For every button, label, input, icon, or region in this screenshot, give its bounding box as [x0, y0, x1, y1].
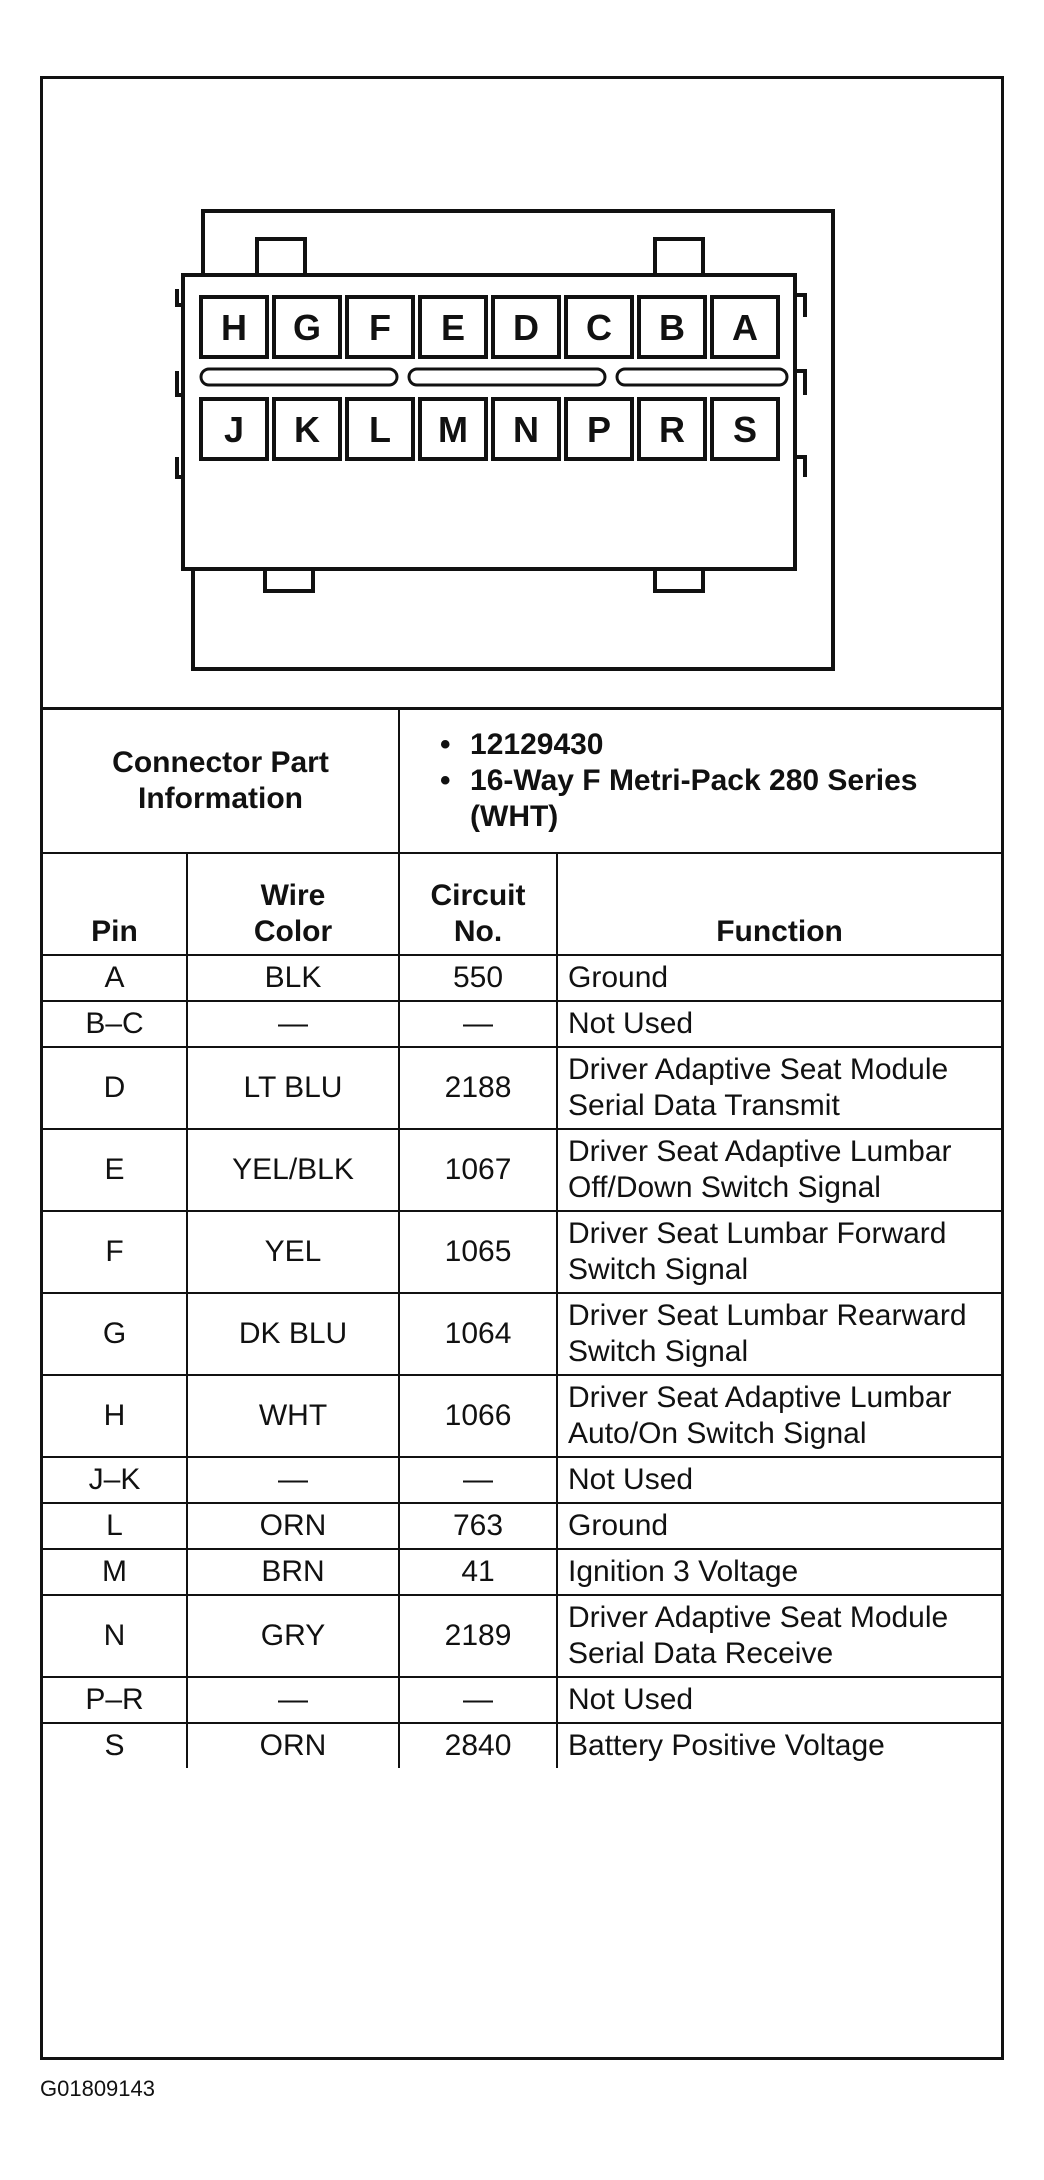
- pin-cavity-label: F: [369, 307, 391, 348]
- cell-function: Driver Seat Lumbar Forward Switch Signal: [557, 1211, 1001, 1293]
- cell-wire-color: ORN: [187, 1723, 399, 1768]
- table-row: [43, 955, 1001, 1001]
- table-row: [43, 1677, 1001, 1723]
- figure-id: G01809143: [40, 2076, 155, 2101]
- cell-pin: S: [43, 1723, 187, 1768]
- cell-circuit: —: [399, 1457, 557, 1503]
- header-pin: Pin: [43, 853, 187, 955]
- pin-cavity-label: S: [732, 409, 758, 450]
- cell-wire-color: YEL: [187, 1211, 399, 1293]
- table-row: [43, 1723, 1001, 1768]
- cell-wire-color: —: [187, 1677, 399, 1723]
- header-wire-color: Wire Color: [187, 853, 399, 955]
- cell-wire-color: —: [187, 1457, 399, 1503]
- cell-pin: J–K: [43, 1457, 187, 1503]
- cell-circuit: 2188: [399, 1047, 557, 1129]
- pin-cavity-label: N: [513, 409, 539, 450]
- cell-wire-color: WHT: [187, 1375, 399, 1457]
- cell-circuit: 1066: [399, 1375, 557, 1457]
- table-row: [43, 1211, 1001, 1293]
- part-number: • 12129430: [470, 727, 991, 763]
- cell-pin: E: [43, 1129, 187, 1211]
- cell-function: Driver Seat Lumbar Rearward Switch Signal: [557, 1293, 1001, 1375]
- cell-wire-color: BRN: [187, 1549, 399, 1595]
- table-row: [43, 1457, 1001, 1503]
- table-row: [43, 1129, 1001, 1211]
- table-row: [43, 1047, 1001, 1129]
- cell-function: Not Used: [557, 1457, 1001, 1503]
- cell-pin: B–C: [43, 1001, 187, 1047]
- table-row: [43, 1549, 1001, 1595]
- cell-pin: N: [43, 1595, 187, 1677]
- cell-circuit: 1064: [399, 1293, 557, 1375]
- cell-wire-color: DK BLU: [187, 1293, 399, 1375]
- cell-circuit: 763: [399, 1503, 557, 1549]
- cell-circuit: —: [399, 1677, 557, 1723]
- pin-cavity-label: H: [221, 307, 247, 348]
- top-latch-right: [655, 239, 703, 275]
- top-latch-left: [257, 239, 305, 275]
- pin-cavity-label: R: [659, 409, 685, 450]
- table-row: [43, 1503, 1001, 1549]
- cell-function: Driver Seat Adaptive Lumbar Off/Down Switch Signal: [557, 1129, 1001, 1211]
- pin-cavity-label: K: [294, 409, 320, 450]
- connector-sheet: [40, 76, 1004, 2060]
- cell-circuit: 2840: [399, 1723, 557, 1768]
- pin-cavity-label: A: [732, 307, 758, 348]
- part-description: • 16-Way F Metri-Pack 280 Series (WHT): [470, 763, 991, 835]
- cell-function: Ground: [557, 1503, 1001, 1549]
- cell-wire-color: ORN: [187, 1503, 399, 1549]
- bottom-latch-right: [655, 569, 703, 591]
- cell-pin: P–R: [43, 1677, 187, 1723]
- part-info-values: [399, 709, 1001, 854]
- pin-cavity-label: E: [440, 307, 466, 348]
- cell-function: Ground: [557, 955, 1001, 1001]
- cell-function: Not Used: [557, 1001, 1001, 1047]
- part-info-label: Connector Part Information: [43, 709, 399, 854]
- bottom-latch-left: [265, 569, 313, 591]
- cell-circuit: 2189: [399, 1595, 557, 1677]
- pin-cavity-label: L: [369, 409, 391, 450]
- cell-pin: M: [43, 1549, 187, 1595]
- table-row: [43, 1375, 1001, 1457]
- pin-cavity-label: J: [223, 409, 245, 450]
- cell-circuit: 41: [399, 1549, 557, 1595]
- connector-diagram: [43, 79, 1001, 707]
- table-row: [43, 1001, 1001, 1047]
- header-circuit: Circuit No.: [399, 853, 557, 955]
- cell-function: Driver Adaptive Seat Module Serial Data Receive: [557, 1595, 1001, 1677]
- cell-wire-color: BLK: [187, 955, 399, 1001]
- table-header-row: [43, 853, 1001, 955]
- connector-face-drawing: [43, 79, 1001, 707]
- table-row: [43, 1293, 1001, 1375]
- cell-pin: G: [43, 1293, 187, 1375]
- cell-pin: D: [43, 1047, 187, 1129]
- pin-cavity-label: P: [586, 409, 612, 450]
- cell-wire-color: GRY: [187, 1595, 399, 1677]
- pin-cavity-label: C: [586, 307, 612, 348]
- pin-cavity-label: M: [438, 409, 468, 450]
- cell-function: Battery Positive Voltage: [557, 1723, 1001, 1768]
- part-info-row: [43, 709, 1001, 854]
- cell-function: Ignition 3 Voltage: [557, 1549, 1001, 1595]
- cell-circuit: 550: [399, 955, 557, 1001]
- cell-function: Driver Adaptive Seat Module Serial Data Transmit: [557, 1047, 1001, 1129]
- pin-cavity-label: B: [659, 307, 685, 348]
- cell-wire-color: YEL/BLK: [187, 1129, 399, 1211]
- pin-table: [43, 707, 1001, 1768]
- table-row: [43, 1595, 1001, 1677]
- cell-circuit: 1065: [399, 1211, 557, 1293]
- cell-wire-color: LT BLU: [187, 1047, 399, 1129]
- cell-pin: F: [43, 1211, 187, 1293]
- cell-pin: H: [43, 1375, 187, 1457]
- cell-function: Driver Seat Adaptive Lumbar Auto/On Switch Signal: [557, 1375, 1001, 1457]
- pin-cavity-label: G: [292, 307, 322, 348]
- pin-cavity-label: D: [513, 307, 539, 348]
- header-function: Function: [557, 853, 1001, 955]
- cell-pin: L: [43, 1503, 187, 1549]
- cell-pin: A: [43, 955, 187, 1001]
- cell-circuit: —: [399, 1001, 557, 1047]
- cell-wire-color: —: [187, 1001, 399, 1047]
- cell-circuit: 1067: [399, 1129, 557, 1211]
- cell-function: Not Used: [557, 1677, 1001, 1723]
